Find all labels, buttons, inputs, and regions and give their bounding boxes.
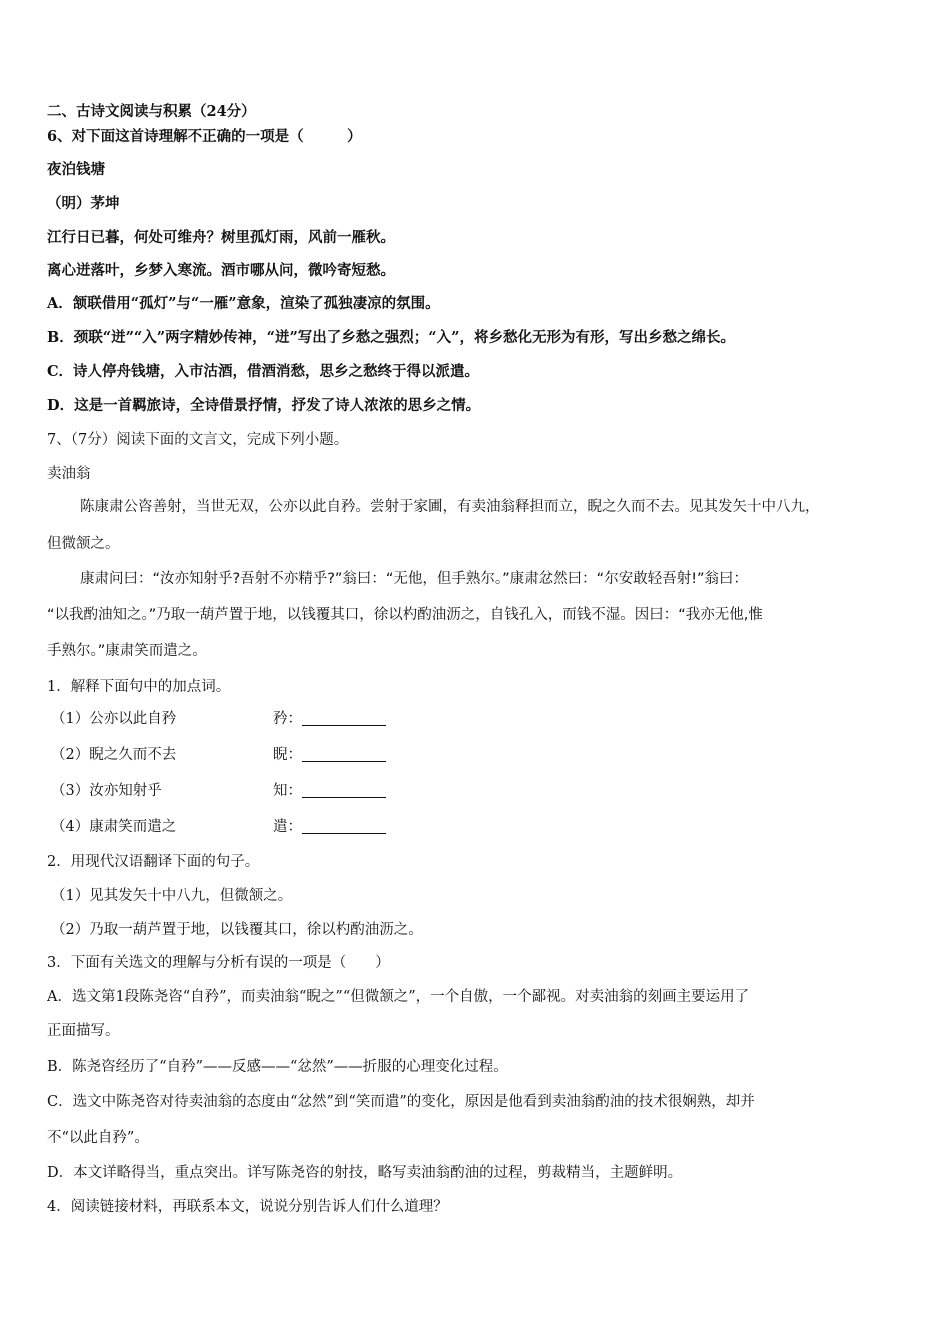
sub-question-2-stem: 2．用现代汉语翻译下面的句子。 [47,854,260,870]
answer-blank[interactable] [302,711,386,726]
classical-text-title: 卖油翁 [47,466,91,482]
classical-text-line: “以我酌油知之。”乃取一葫芦置于地，以钱覆其口，徐以杓酌油沥之，自钱孔入，而钱不湿。因曰：“我亦无他,惟 [47,607,763,623]
word-explain-target: 矜： [273,709,386,729]
word-explain-target: 知： [273,781,386,801]
word-explain-sentence: （4）康肃笑而遣之 [51,819,177,835]
q3-option-c-cont: 不“以此自矜”。 [47,1130,149,1146]
poem-line: 江行日已暮，何处可维舟？树里孤灯雨，风前一雁秋。 [47,230,395,246]
word-explain-item [51,781,351,801]
q6-option-c: C．诗人停舟钱塘，入市沽酒，借酒消愁，思乡之愁终于得以派遣。 [47,363,480,380]
poem-line: 离心迸落叶，乡梦入寒流。酒市哪从问，微吟寄短愁。 [47,263,395,279]
translate-item: （2）乃取一葫芦置于地，以钱覆其口，徐以杓酌油沥之。 [51,922,423,938]
q3-option-d: D．本文详略得当，重点突出。详写陈尧咨的射技，略写卖油翁酌油的过程，剪裁精当，主题鲜明。 [47,1165,683,1181]
q6-option-a: A．颔联借用“孤灯”与“一雁”意象，渲染了孤独凄凉的氛围。 [47,295,440,312]
word-explain-target: 遣： [273,817,386,837]
word-explain-sentence: （3）汝亦知射乎 [51,783,162,799]
classical-text-line: 康肃问曰：“汝亦知射乎?吾射不亦精乎?”翁曰：“无他，但手熟尔。”康肃忿然曰：“尔安敢轻吾射!”翁曰： [80,571,749,587]
q3-option-b: B．陈尧咨经历了“自矜”——反感——“忿然”——折服的心理变化过程。 [47,1059,508,1075]
q3-option-c: C．选文中陈尧咨对待卖油翁的态度由“忿然”到“笑而遣”的变化，原因是他看到卖油翁酌油的技术很娴熟，却并 [47,1094,755,1110]
answer-blank[interactable] [302,819,386,834]
question-7-stem: 7、（7分）阅读下面的文言文，完成下列小题。 [47,432,349,448]
answer-blank[interactable] [302,783,386,798]
answer-blank[interactable] [302,747,386,762]
word-explain-item [51,709,351,729]
classical-text-line: 手熟尔。”康肃笑而遣之。 [47,643,207,659]
q6-option-b: B．颈联“迸”“入”两字精妙传神，“迸”写出了乡愁之强烈；“入”，将乡愁化无形为有形，写出乡愁之绵长。 [47,329,735,346]
sub-question-3-stem: 3．下面有关选文的理解与分析有误的一项是（ ） [47,955,390,971]
q6-option-d: D．这是一首羁旅诗，全诗借景抒情，抒发了诗人浓浓的思乡之情。 [47,397,481,414]
translate-item: （1）见其发矢十中八九，但微颔之。 [51,888,293,904]
word-explain-sentence: （2）睨之久而不去 [51,747,177,763]
word-explain-sentence: （1）公亦以此自矜 [51,711,177,727]
question-6-stem: 6、对下面这首诗理解不正确的一项是（ ） [47,128,362,145]
poem-author: （明）茅坤 [47,196,120,212]
q3-option-a-cont: 正面描写。 [47,1023,120,1039]
word-explain-item [51,745,351,765]
q3-option-a: A．选文第1段陈尧咨“自矜”，而卖油翁“睨之”“但微颔之”，一个自傲，一个鄙视。对卖油翁的刻画主要运用了 [47,989,750,1005]
poem-title: 夜泊钱塘 [47,162,105,178]
sub-question-4-stem: 4．阅读链接材料，再联系本文，说说分别告诉人们什么道理？ [47,1199,448,1215]
sub-question-1-stem: 1．解释下面句中的加点词。 [47,679,231,695]
section-title: 二、古诗文阅读与积累（24分） [47,103,256,120]
word-explain-item [51,817,351,837]
classical-text-line: 陈康肃公咨善射，当世无双，公亦以此自矜。尝射于家圃，有卖油翁释担而立，睨之久而不去。见其发矢十中八九， [80,499,820,515]
word-explain-target: 睨： [273,745,386,765]
classical-text-line: 但微颔之。 [47,536,120,552]
